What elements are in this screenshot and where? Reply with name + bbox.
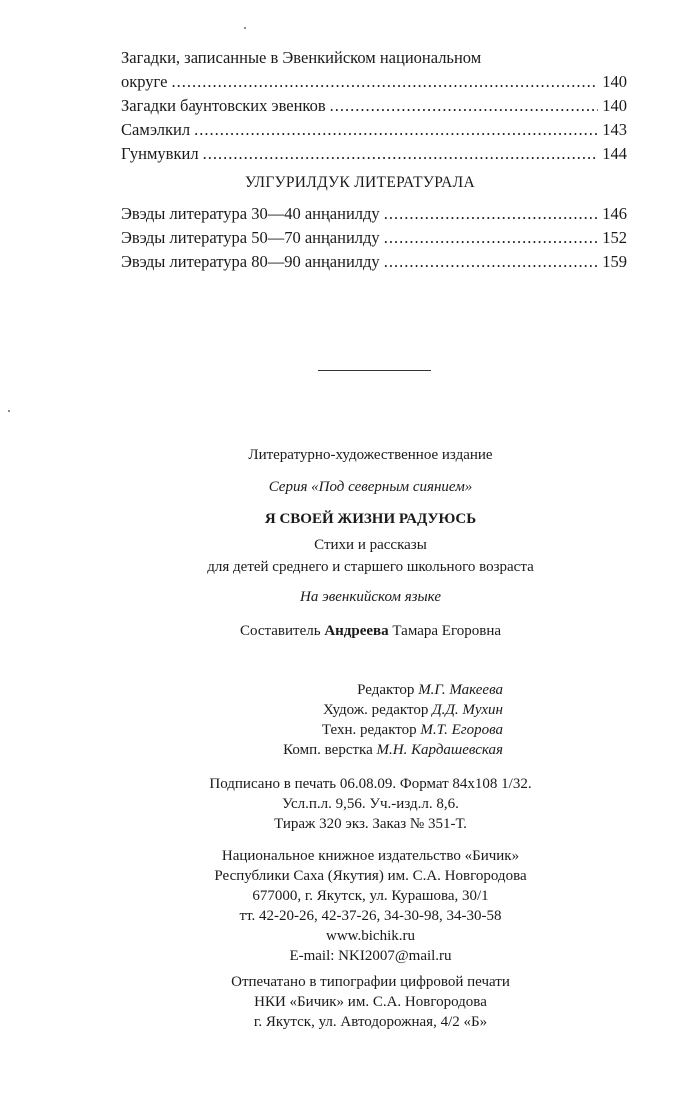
credit-line (243, 740, 503, 760)
toc-page-number: 140 (602, 72, 627, 91)
credit-name: М.Г. Макеева (418, 682, 503, 698)
credits-block (243, 680, 503, 760)
compiler-given-name: Тамара Егоровна (392, 623, 502, 639)
toc-entry-title: Эвэды литература 30—40 анңанилду (121, 204, 380, 223)
credit-role: Худож. редактор (322, 702, 429, 718)
credit-line (243, 680, 503, 700)
toc-leader (384, 226, 599, 250)
book-subtitle: Стихи и рассказы (314, 537, 427, 553)
toc-entry-title: Эвэды литература 80—90 анңанилду (121, 252, 380, 271)
print-detail-line: Подписано в печать 06.08.09. Формат 84x108 1/32. (209, 776, 532, 792)
publisher-line: Республики Саха (Якутия) им. С.А. Новгородова (214, 868, 527, 884)
toc-entry (121, 202, 627, 226)
credit-line (243, 700, 503, 720)
toc-entry (121, 70, 627, 94)
publication-type: Литературно-художественное издание (248, 447, 493, 463)
toc-page-number: 140 (602, 96, 627, 115)
toc-entry (121, 118, 627, 142)
scan-speck (244, 27, 246, 29)
publisher-email: E-mail: NKI2007@mail.ru (289, 948, 452, 964)
publisher-address: 677000, г. Якутск, ул. Курашова, 30/1 (252, 888, 489, 904)
credit-role: Комп. верстка (283, 742, 373, 758)
toc-entry (121, 46, 627, 70)
toc-entry (121, 250, 627, 274)
scan-speck (8, 410, 10, 412)
book-language: На эвенкийском языке (300, 589, 441, 605)
publisher-info (0, 846, 681, 966)
publisher-phones: тт. 42-20-26, 42-37-26, 34-30-98, 34-30-58 (239, 908, 502, 924)
print-detail-line: Тираж 320 экз. Заказ № 351-Т. (274, 816, 467, 832)
credit-role: Техн. редактор (321, 722, 417, 738)
toc-leader (203, 142, 599, 166)
toc-page-number: 146 (602, 204, 627, 223)
toc-leader (330, 94, 599, 118)
compiler-label: Составитель (239, 623, 321, 639)
toc-leader (171, 70, 598, 94)
section-heading: УЛГУРИЛДУК ЛИТЕРАТУРАЛА (245, 174, 475, 191)
section-divider (318, 370, 431, 371)
toc-entry (121, 94, 627, 118)
toc-page-number: 159 (602, 252, 627, 271)
toc-entry-title: Загадки баунтовских эвенков (121, 96, 326, 115)
print-detail-line: Усл.п.л. 9,56. Уч.-изд.л. 8,6. (282, 796, 459, 812)
book-subtitle-audience: для детей среднего и старшего школьного возраста (207, 559, 534, 575)
toc-leader (384, 202, 599, 226)
toc-leader (384, 250, 599, 274)
printer-line: Отпечатано в типографии цифровой печати (231, 974, 510, 990)
compiler-surname: Андреева (324, 623, 389, 639)
toc-page-number: 143 (602, 120, 627, 139)
toc-leader (194, 118, 598, 142)
toc-entry-title: Гунмувкил (121, 144, 199, 163)
print-details (0, 774, 681, 834)
credit-role: Редактор (357, 682, 415, 698)
toc-entry-title: округе (121, 72, 168, 91)
compiler-line (0, 620, 681, 642)
publisher-website: www.bichik.ru (325, 928, 415, 944)
printer-info (0, 972, 681, 1032)
toc-entry (121, 142, 627, 166)
table-of-contents-literature (121, 202, 627, 274)
credit-name: Д.Д. Мухин (432, 702, 503, 718)
toc-entry-title: Эвэды литература 50—70 анңанилду (121, 228, 380, 247)
toc-entry-title: Загадки, записанные в Эвенкийском национальном (121, 48, 482, 67)
toc-page-number: 144 (602, 144, 627, 163)
publisher-line: Национальное книжное издательство «Бичик» (221, 848, 520, 864)
series-name: Серия «Под северным сиянием» (268, 479, 473, 495)
printer-address: г. Якутск, ул. Автодорожная, 4/2 «Б» (253, 1014, 488, 1030)
imprint-header (0, 444, 681, 642)
credit-line (243, 720, 503, 740)
printer-line: НКИ «Бичик» им. С.А. Новгородова (254, 994, 487, 1010)
toc-entry-title: Самэлкил (121, 120, 191, 139)
book-title: Я СВОЕЙ ЖИЗНИ РАДУЮСЬ (264, 511, 477, 527)
credit-name: М.Т. Егорова (420, 722, 503, 738)
credit-name: М.Н. Кардашевская (376, 742, 503, 758)
toc-entry (121, 226, 627, 250)
table-of-contents (121, 46, 627, 166)
toc-page-number: 152 (602, 228, 627, 247)
